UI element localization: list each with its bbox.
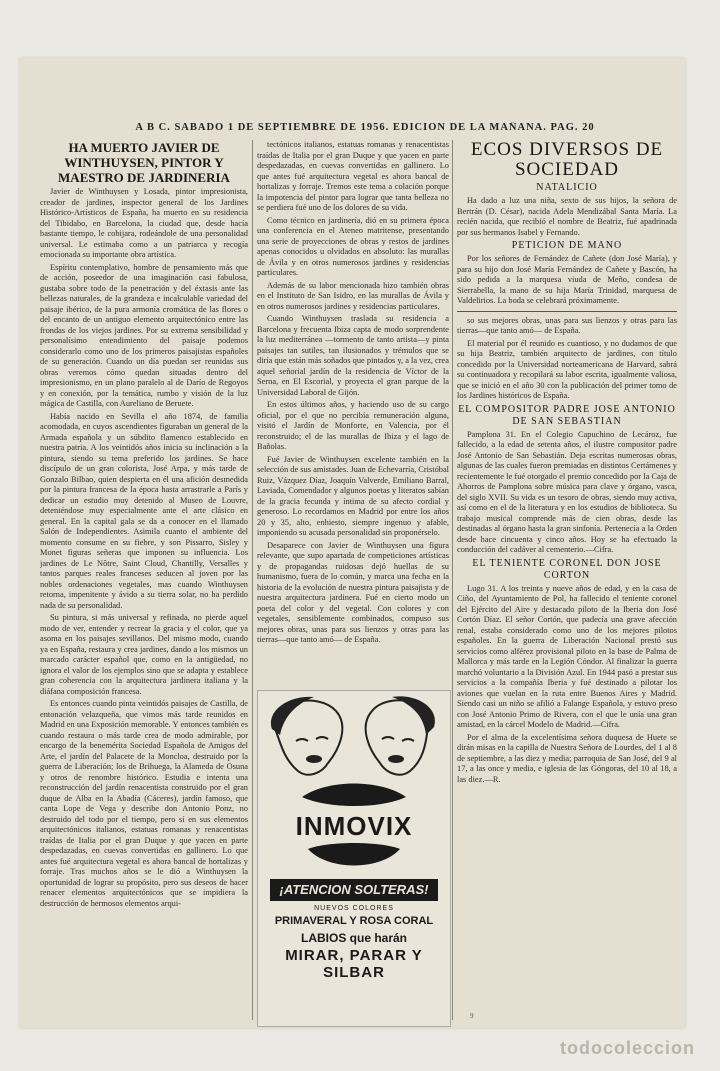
news-paragraph: Ha dado a luz una niña, sexto de sus hijos, la señora de Bertrán (D. César), nacida Adela Mendizábal Santa María. La recién nacida, que recibió el nombre de Beatriz, fué apadrinada por sus hermanos Isabel y Fernando.	[457, 196, 677, 237]
ad-slogan: MIRAR, PARAR Y SILBAR	[285, 947, 423, 981]
article-column-2	[257, 140, 449, 690]
inmovix-advertisement	[257, 690, 451, 1027]
news-paragraph: Por el alma de la excelentísima señora duquesa de Huete se dirán misas en la capilla de Nuestra Señora de Lourdes, del 1 al 8 de septiembre, a las diez y media; parroquia de San José, del 9 al 17, a las once y media, e iglesia de las Góngoras, del 10 al 18, a las diez.—R.	[457, 732, 677, 784]
article-paragraph: Javier de Winthuysen y Losada, pintor impresionista, creador de jardines, inspector general de los Jardines Histórico-Artísticos de España, ha muerto en su residencia del Tibidabo, en Barcelona, la ciudad que, desde hacía bastante tiempo, le cobijara, rodeándole de una personalidad universal. Le estimaba como a un patriarca y recogía emocionada su importante obra artística.	[40, 187, 248, 259]
news-paragraph: so sus mejores obras, unas para sus lienzos y otras para las tierras—que tanto amó— de España.	[457, 315, 677, 335]
article-paragraph: Su pintura, si más universal y refinada, no pierde aquel modo de ver, entender y recrear la gracia y el color, que ya asoma en los paisajes sevillanos. Del mismo modo, cuando ya en España, restaura y crea jardines, dando a los mismos un marcado carácter español que, como en la antigüedad, no ignora el valor de los ejemplos sino que se adapta y establece gran coherencia con la arquitectura jardinera italiana y la diáfana composición francesa.	[40, 613, 248, 696]
ad-colores: PRIMAVERAL Y ROSA CORAL	[274, 915, 434, 927]
article-paragraph: Espíritu contemplativo, hombre de pensamiento más que de acción, poseedor de una imaginación casi fabulosa, gustaba sobre todo de la penetración y del éxtasis ante las bellezas naturales, de la grandeza e incalculable variedad del paisaje ibérico, de la pura armonía cromática de las flores o del encanto de un antiguo elemento arquitectónico entre las frondas de los viejos jardines. Por su extrema sensibilidad y personalísimo entendimiento del paisaje podemos considerarlo como uno de los primeros paisajistas españoles de su generación. Cuando un día puedan ser reunidas sus obras veremos cómo quedan situadas dentro del impresionismo, en un plano paralelo al de Darío de Regoyos y en conexión, por la temática, rumbo y visión de la luz mágica de Castilla, con Aureliano de Beruete.	[40, 262, 248, 408]
article-title: HA MUERTO JAVIER DE WINTHUYSEN, PINTOR Y MAESTRO DE JARDINERIA	[58, 140, 230, 185]
ad-labios: LABIOS que harán	[300, 931, 407, 945]
article-paragraph: Como técnico en jardinería, dió en su primera época una conferencia en el Ateneo matritense, presentando una serie de proyecciones de obras y restos de jardines apenas conocidos u olvidados en absoluto: las murallas de Ávila y en otros numerosos jardines y residencias particulares.	[257, 215, 449, 277]
ad-lips-icon	[258, 843, 450, 873]
ad-brand-name: INMOVIX	[295, 811, 413, 841]
news-paragraph: Pamplona 31. En el Colegio Capuchino de Lecároz, fue fallecido, a la edad de setenta años, el ilustre compositor padre José Antonio de San Sebastián. Deja escritas numerosas obras, algunas de las cuales fueron premiadas en distintos Certámenes y recientemente le fué otorgado el premio concedido por la Caja de Ahorros de Pamplona sobre música para clave y órgano, vasca, del siglo XVII. Su vida es un tesoro de obras, siendo muy activa, así como en el de la literatura y en los estudios de biblioteca. Su trabajo musical comprende más de cien obras, desde las destinadas al órgano hasta la gran sinfonía. Pertenecía a la Orden desde hace cincuenta y cinco años. Hoy se ha efectuado la conducción del cadáver al cementerio.—Cifra.	[457, 429, 677, 554]
society-column	[457, 140, 677, 1020]
page-header: A B C. SABADO 1 DE SEPTIEMBRE DE 1956. EDICION DE LA MAÑANA. PAG. 20	[135, 122, 595, 133]
news-paragraph: Por los señores de Fernández de Cañete (don José María), y para su hijo don José María Fernández de Cañete y Bascón, ha sido pedida a la marquesa viuda de Meño, condesa de Sierrabella, la mano de su hija María Trinidad, marquesa de Valdelirios. La boda se celebrará próximamente.	[457, 254, 677, 305]
article-paragraph: Desaparece con Javier de Winthuysen una figura relevante, que supo apartada de competiciones artísticas y de propagandas ruidosas dejó huellas de su humanismo, fuera de lo común, y marca una fecha en la historia de la evolución de nuestra pintura paisajista y de nuestra arquitectura jardinera. Fué en cierto modo un poeta del color y del vegetal. Con colores y con vegetales, sensiblemente combinados, compuso sus mejores obras, unas para sus lienzos y otras para las tierras—que tanto amó— de España.	[257, 540, 449, 644]
article-paragraph: tectónicos italianos, estatuas romanas y renacentistas traídas de Italia por el gran Duque y que yacen en parte despedazadas, en cuevas convertidas en gallinero. Lo que antes fué arquitectura vegetal es ahora bancal de hortalizas y forraje. Tremos este tema a colación porque la impotencia del pintor para lograr que tanta belleza no se perdiera fué uno de los dolores de su vida.	[257, 140, 449, 212]
ad-faces-illustration	[258, 691, 450, 811]
news-paragraph: Lugo 31. A los treinta y nueve años de edad, y en la casa de Ciño, del Ayuntamiento de Pol, ha fallecido el teniente coronel del Ejército del Aire y destacado piloto de la Iberia don José Cortón Díaz. El señor Cortón, que padecía una grave afección renal, estaba considerado como uno de los mejores pilotos españoles. En la guerra de Liberación Nacional prestó sus servicios como alférez provisional piloto en la base de Palma de Mallorca y más tarde en la Legión Cóndor. Al finalizar la guerra marchó voluntario a la División Azul. En 1944 pasó a prestar sus servicios a la compañía Iberia y fué destinado a pilotar los aviones que vuelan en la ruta entre Buenos Aires y Madrid. Siendo casi un niño se afilió a Falange Española, y estuvo preso con José Antonio Primo de Rivera, con el que le unía una gran amistad, en la cárcel Modelo de Madrid.—Cifra.	[457, 583, 677, 729]
article-column-1	[40, 140, 248, 1020]
ad-banner: ¡ATENCION SOLTERAS!	[270, 879, 438, 901]
subsection-heading: EL COMPOSITOR PADRE JOSE ANTONIO DE SAN SEBASTIAN	[458, 403, 676, 427]
section-title: ECOS DIVERSOS DE SOCIEDAD	[470, 140, 664, 180]
section-divider	[457, 311, 677, 312]
subsection-heading: PETICION DE MANO	[511, 240, 623, 251]
news-paragraph: El material por él reunido es cuantioso, y no dudamos de que su hija Beatriz, también arquitecto de jardines, con título concedido por la Universidad norteamericana de Harvard, sabrá su continuadora y recopilará su labor escrita, igualmente valiosa, que se inició en el año 30 con la publicación del primer tomo de los Jardines históricos de España.	[457, 338, 677, 400]
column-rule	[452, 140, 453, 1020]
column-rule	[252, 140, 253, 1020]
article-paragraph: Es entonces cuando pinta veintidós paisajes de Castilla, de entonación velazqueña, que vimos más tarde reunidos en Madrid en una Exposición memorable. Y entonces también es cuando restaura o más tarde crea de modo admirable, por encargo de la benemérita Sociedad Española de Amigos del Arte, el jardín del Palacete de la Moncloa, destruido por la guerra de Liberación; los de Brihuega, la Alameda de Osuna y otros de renombre histórico. Estudia e intenta una reconstrucción del jardín renacentista construido por el gran duque de Alba en la Abadía (Cáceres), jardín famoso, que canta Lope de Vega y describe don Antonio Ponz, no destruido del todo por el tiempo, pero sí en sus elementos arquitectónicos italianos, estatuas romanas y renacentistas traídas de Italia por el gran Duque y que yacen en parte despedazadas, en cuevas convertidas en gallinero. Lo que antes fué arquitectura vegetal es ahora bancal de hortalizas y forraje. Tras muchos años se le dió a Winthuysen la oportunidad de lograr su propósito, pero sus deseos de hacer renacer elementos arquitectónicos que se impidiera la destrucción de hermosos elementos arqui-	[40, 699, 248, 908]
article-paragraph: Cuando Winthuysen traslada su residencia a Barcelona y frecuenta Ibiza capta de modo sorprendente la luz mediterránea —tormento de tanto artista—y pinta paisajes tan sutiles, tan ilusionados y trémulos que se diría que están más soñados que pintados y, a la vez, crea aquel señorial jardín de la residencia de Víctor de la Serna, en El Escorial, y proyecta el gran parque de la Universidad Laboral de Gijón.	[257, 314, 449, 397]
subsection-heading: EL TENIENTE CORONEL DON JOSE CORTON	[472, 557, 662, 581]
subsection-heading: NATALICIO	[536, 182, 598, 193]
ad-nuevos-colores: NUEVOS COLORES	[314, 905, 394, 912]
page-signature: 9	[470, 1012, 474, 1020]
article-paragraph: Además de su labor mencionada hizo también obras en el Instituto de San Isidro, en las murallas de Ávila y en otros numerosos jardines y residencias particulares.	[257, 280, 449, 311]
article-paragraph: En estos últimos años, y haciendo uso de su cargo oficial, por el que no percibía remuneración alguna, visitó el Jardín de Monforte, en Valencia, por él reconstruido; el de las murallas de Ibiza y el lago de Bañolas.	[257, 400, 449, 451]
article-paragraph: Fué Javier de Winthuysen excelente también en la selección de sus amistades. Juan de Echevarría, Cristóbal Ruiz, Vázquez Díaz, Joaquín Valverde, Emiliano Barral, Laviada, Comendador y algunos poetas y literatos sabían de la gracia fecunda y íntima de su afecto cordial y generoso. Lo recordamos en Madrid por entre los años 20 y 35, alto, enhiesto, siempre ingenuo y afable, imponiendo su acusada personalidad sin proponérselo.	[257, 454, 449, 537]
article-paragraph: Había nacido en Sevilla el año 1874, de familia acomodada, en cuyos ascendientes figuraban un general de la Armada española y un súbdito flamenco establecido en nuestra patria. A los veintidós años inicia su inclinación a la pintura, siendo su tema preferido los jardines. Se hace discípulo de un gran colorista, José Arpa, y más tarde de Gonzalo Bilbao, quien despierta en él una afición desmedida por la pintura francesa de la época hasta arrastrarle a París y dedicar un estudio muy detenido al Museo de Louvre, deteniéndose muy especialmente ante el arte clásico en general. En la capital gala se da a conocer en el llamado Salón de Independientes. Asimila cuanto el ambiente del momento consume en su fiebre, y son Pissarro, Sisley y Monet figuras señeras que imponen su influencia. Los jardines de Le Nôtre, Saint Cloud, Chantilly, Versalles y tantos parques reales franceses seducen al joven por las nobles ordenaciones vegetales, mas cuando Winthuysen retorna, impenitente y ávido a su tierra solar, no ha perdido nada de su personalidad.	[40, 411, 248, 610]
watermark: todocoleccion	[560, 1038, 696, 1058]
